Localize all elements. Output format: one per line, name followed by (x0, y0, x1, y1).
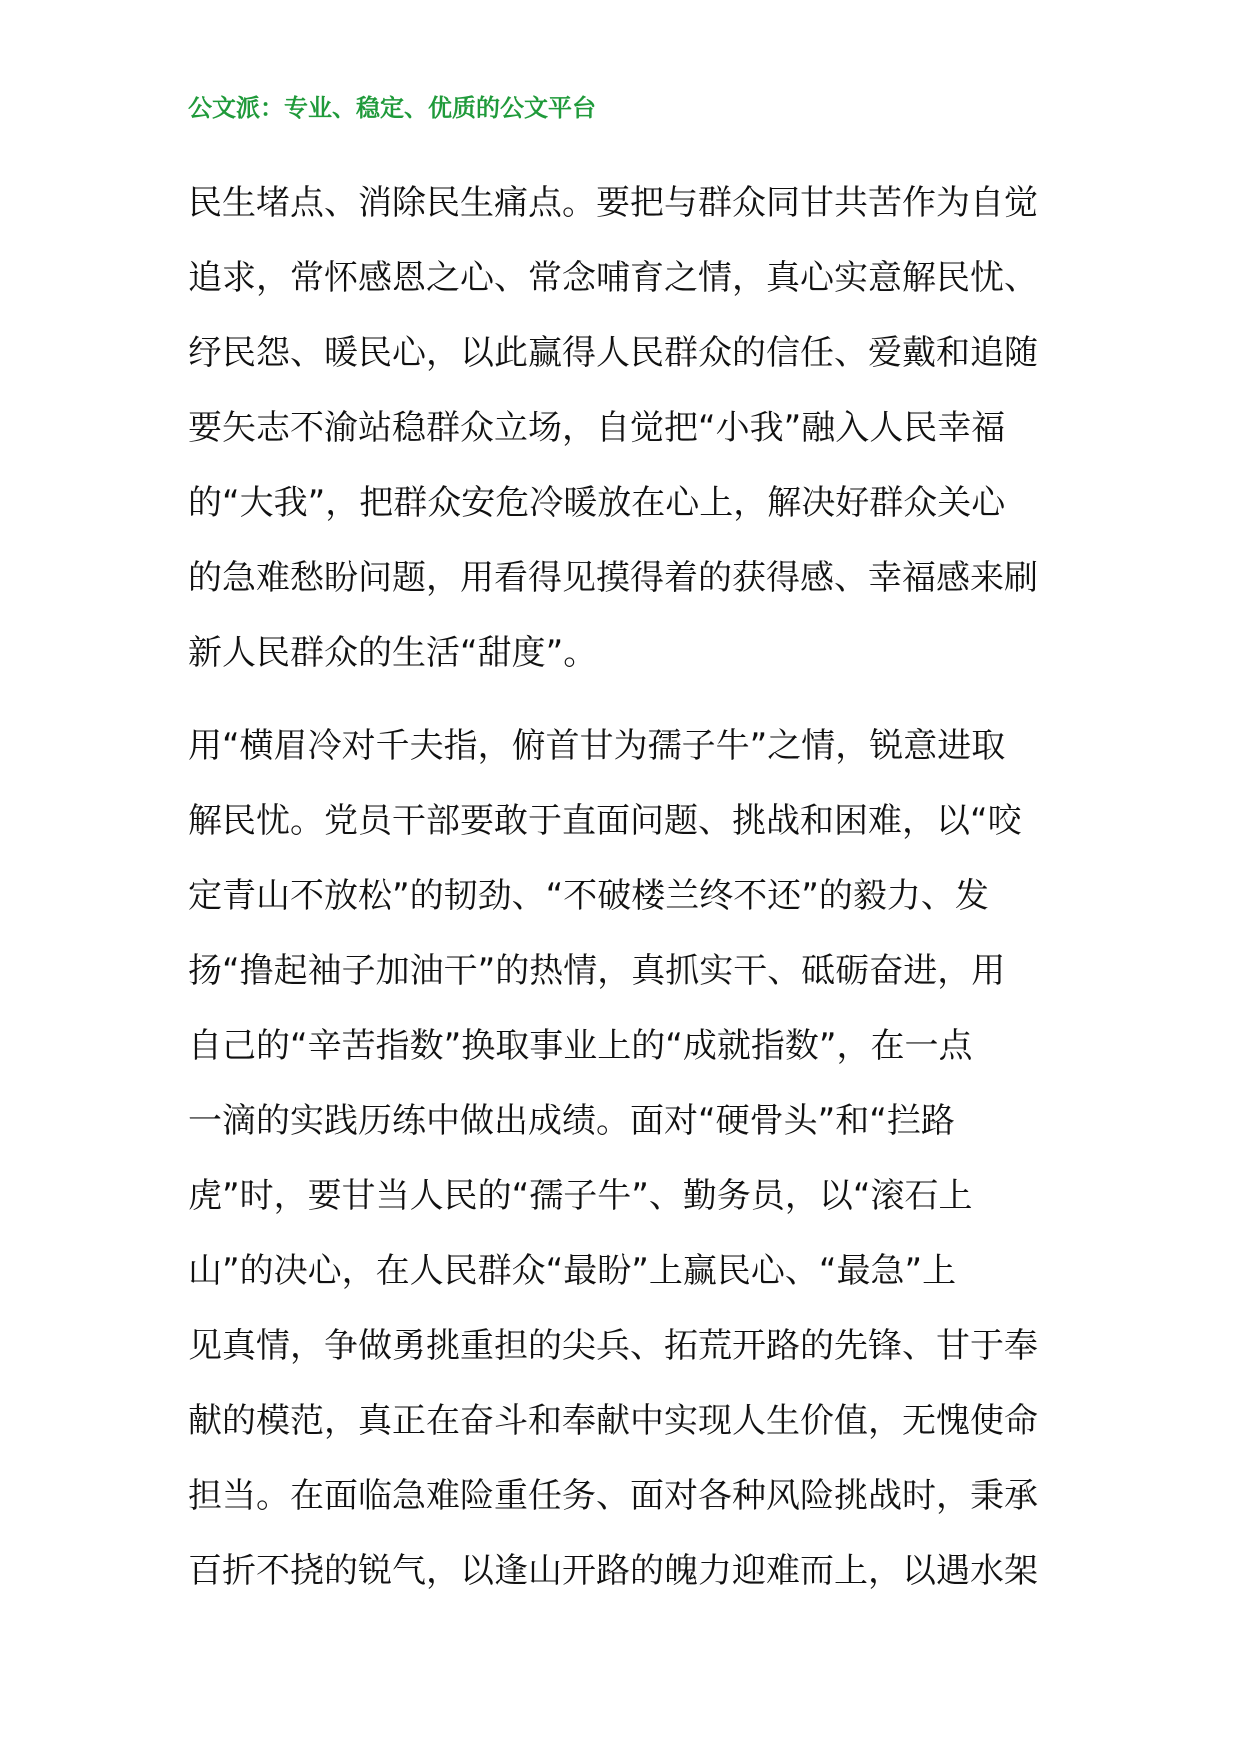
text-line: 新人民群众的生活“甜度”。 (188, 633, 598, 673)
text-line: 追求，常怀感恩之心、常念哺育之情，真心实意解民忧、 (188, 258, 1038, 298)
text-line: 虎”时，要甘当人民的“孺子牛”、勤务员，以“滚石上 (188, 1176, 973, 1216)
text-line: 见真情，争做勇挑重担的尖兵、拓荒开路的先锋、甘于奉 (188, 1326, 1038, 1366)
text-line: 扬“撸起袖子加油干”的热情，真抓实干、砥砺奋进，用 (188, 951, 1006, 991)
text-line: 用“横眉冷对千夫指，俯首甘为孺子牛”之情，锐意进取 (188, 726, 1006, 766)
text-line: 百折不挠的锐气，以逢山开路的魄力迎难而上，以遇水架 (188, 1551, 1038, 1591)
text-line: 解民忧。党员干部要敢于直面问题、挑战和困难，以“咬 (188, 801, 1022, 841)
text-line: 一滴的实践历练中做出成绩。面对“硬骨头”和“拦路 (188, 1101, 955, 1141)
text-line: 自己的“辛苦指数”换取事业上的“成就指数”，在一点 (188, 1026, 973, 1066)
text-line: 山”的决心，在人民群众“最盼”上赢民心、“最急”上 (188, 1251, 957, 1291)
paragraph-1 (188, 166, 1058, 691)
paragraph-2 (188, 709, 1058, 1609)
text-line: 民生堵点、消除民生痛点。要把与群众同甘共苦作为自觉 (188, 183, 1038, 223)
site-tagline: 公文派：专业、稳定、优质的公文平台 (188, 94, 596, 122)
text-line: 纾民怨、暖民心，以此赢得人民群众的信任、爱戴和追随 (188, 333, 1038, 373)
text-line: 要矢志不渝站稳群众立场，自觉把“小我”融入人民幸福 (188, 408, 1006, 448)
text-line: 献的模范，真正在奋斗和奉献中实现人生价值，无愧使命 (188, 1401, 1038, 1441)
text-line: 担当。在面临急难险重任务、面对各种风险挑战时，秉承 (188, 1476, 1038, 1516)
text-line: 的“大我”，把群众安危冷暖放在心上，解决好群众关心 (188, 483, 1006, 523)
text-line: 的急难愁盼问题，用看得见摸得着的获得感、幸福感来刷 (188, 558, 1038, 598)
document-body (188, 166, 1058, 1627)
text-line: 定青山不放松”的韧劲、“不破楼兰终不还”的毅力、发 (188, 876, 989, 916)
